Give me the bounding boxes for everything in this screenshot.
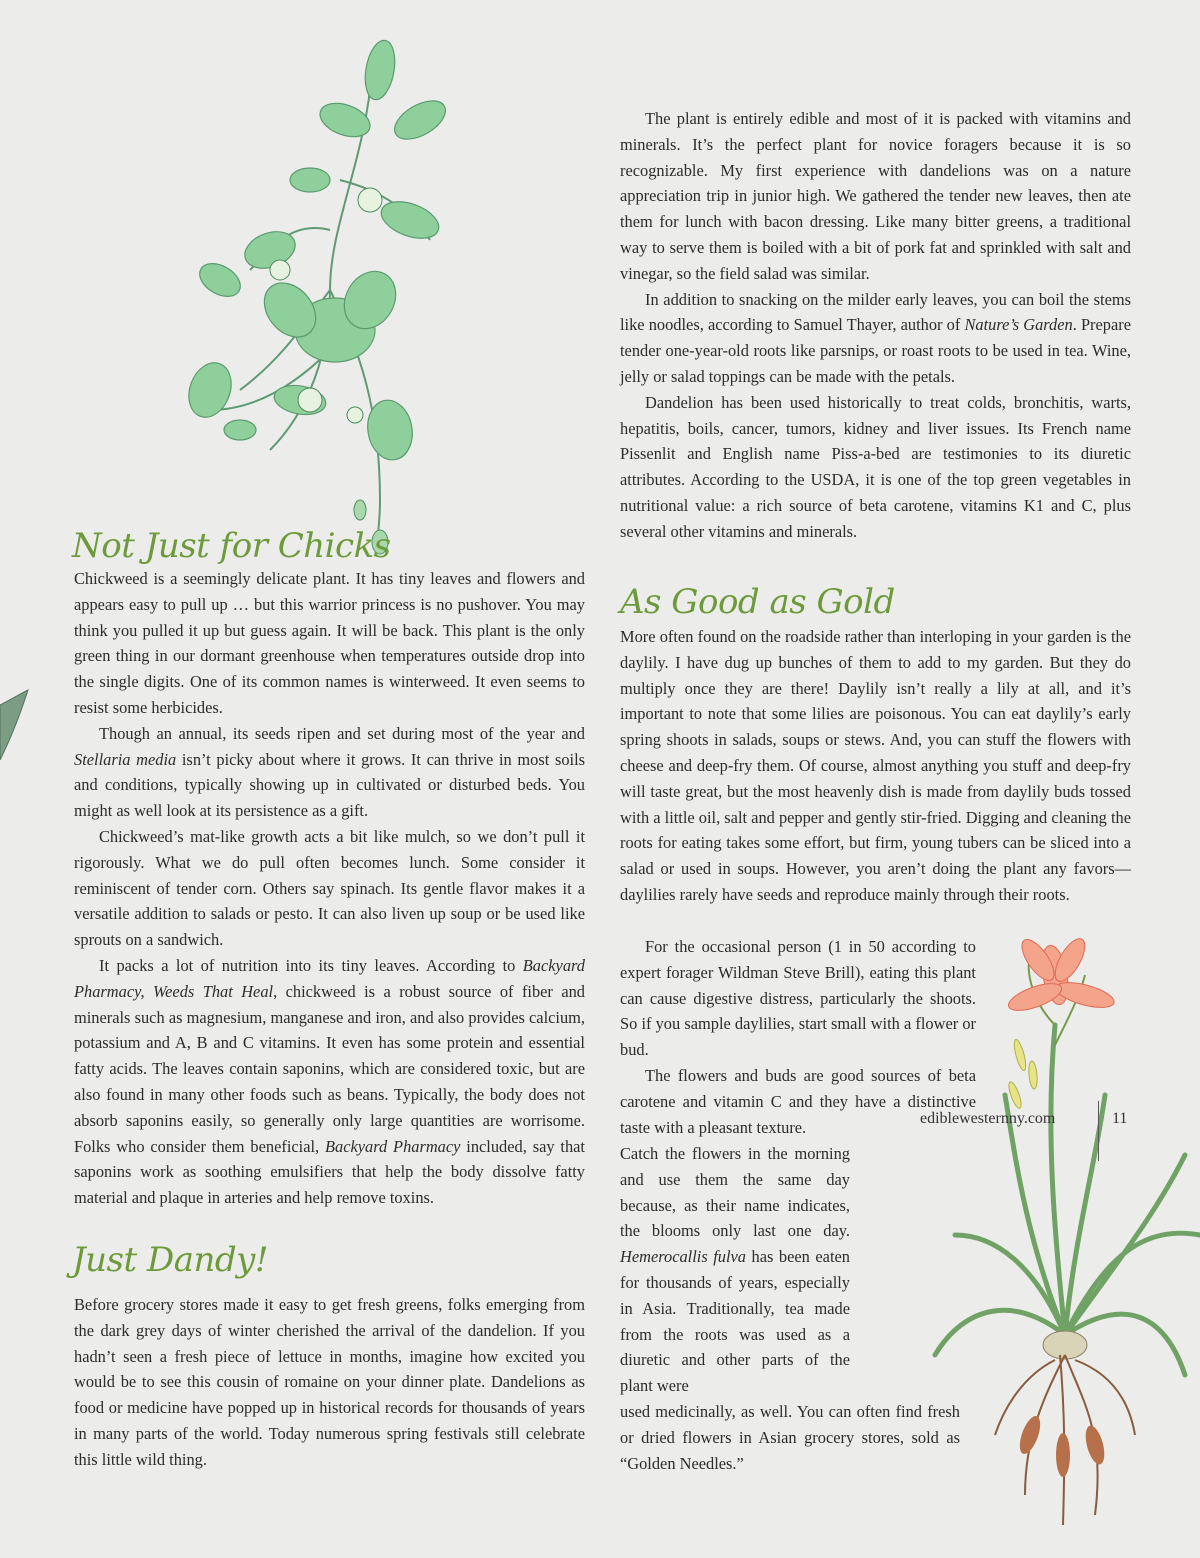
paragraph: For the occasional person (1 in 50 according to expert forager Wildman Steve Brill), eating this plant can cause digestive distress, particularly the shoots. So if you sample daylilies, start small with a flower or bud. xyxy=(620,937,976,1060)
paragraph: The flowers and buds are good sources of beta carotene and vitamin C and they have a distinctive taste with a pleasant texture. xyxy=(620,1065,976,1137)
paragraph: Chickweed is a seemingly delicate plant. It has tiny leaves and flowers and appears easy to pull up … but this warrior princess is no pushover. You may think you pulled it up but guess again. It will be back. This plant is the only green thing in our dormant greenhouse when temperatures outside drop into the single digits. One of its common names is winterweed. It even seems to resist some herbicides. xyxy=(74,569,585,717)
page-number: 11 xyxy=(1112,1110,1128,1127)
chickweed-illustration xyxy=(180,30,470,560)
paragraph: The plant is entirely edible and most of it is packed with vitamins and minerals. It’s the perfect plant for novice foragers because it is so recognizable. My first experience with dandelions was on a nature appreciation trip in junior high. We gathered the tender new leaves, then ate them for lunch with bacon dressing. Like many bitter greens, a traditional way to serve them is boiled with a bit of pork fat and sprinkled with salt and vinegar, so the field salad was similar. xyxy=(620,109,1131,283)
paragraph: In addition to snacking on the milder early leaves, you can boil the stems like noodles, according to Samuel Thayer, author of Nature’s Garden. Prepare tender one-year-old roots like parsnips, or roast roots to be used in tea. Wine, jelly or salad toppings can be made with the petals. xyxy=(620,289,1131,386)
heading-as-good-as-gold: As Good as Gold xyxy=(620,582,895,622)
left-column-text-2 xyxy=(74,1292,585,1473)
left-column-text xyxy=(74,566,585,1211)
paragraph: Catch the flowers in the morning and use them the same day because, as their name indicates, the blooms only last one day. Hemerocallis fulva has been eaten for thousands of years, especially in Asia. Traditionally, tea made from the roots was used as a diuretic and other parts of the plant were xyxy=(620,1144,850,1396)
leaf-edge-illustration xyxy=(0,685,30,765)
paragraph: Before grocery stores made it easy to get fresh greens, folks emerging from the dark grey days of winter cherished the arrival of the dandelion. If you hadn’t seen a fresh piece of lettuce in months, imagine how excited you would be to see this cousin of romaine on your dinner plate. Dandelions as food or medicine have popped up in historical records for thousands of years in many parts of the world. Today numerous spring festivals still celebrate this little wild thing. xyxy=(74,1295,585,1469)
paragraph: Chickweed’s mat-like growth acts a bit like mulch, so we don’t pull it rigorously. What we do pull often becomes lunch. Some consider it reminiscent of tender corn. Others say spinach. Its gentle flavor makes it a versatile addition to salads or pesto. It can also liven up soup or be used like sprouts on a sandwich. xyxy=(74,826,585,950)
footer-site: ediblewesternny.com xyxy=(920,1110,1056,1127)
right-column-text-2 xyxy=(620,624,1131,908)
heading-not-just-for-chicks: Not Just for Chicks xyxy=(72,526,391,566)
paragraph: Though an annual, its seeds ripen and set during most of the year and Stellaria media isn’t picky about where it grows. It can thrive in most soils and conditions, typically showing up in cultivated or disturbed beds. You might as well look at its persistence as a gift. xyxy=(74,723,585,821)
heading-just-dandy: Just Dandy! xyxy=(72,1240,269,1280)
right-column-text xyxy=(620,106,1131,545)
right-column-text-4 xyxy=(620,1141,850,1399)
paragraph: More often found on the roadside rather than interloping in your garden is the daylily. I have dug up bunches of them to add to my garden. But they do multiply once they are there! Daylily isn’t really a lily at all, and it’s important to note that some lilies are poisonous. You can eat daylily’s early spring shoots in salads, soups or stews. And, you can stuff the flowers with cheese and deep-fry them. Of course, almost anything you stuff and deep-fry will taste great, but the most heavenly dish is made from daylily buds tossed with a little oil, salt and pepper and gently stir-fried. Digging and cleaning the roots for eating takes some effort, but firm, young tubers can be sliced into a salad or used in soups. However, you aren’t doing the plant any favors—daylilies rarely have seeds and reproduce mainly through their roots. xyxy=(620,627,1131,904)
paragraph: It packs a lot of nutrition into its tiny leaves. According to Backyard Pharmacy, Weeds That Heal, chickweed is a robust source of fiber and minerals such as magnesium, manganese and iron, and also provides calcium, potassium and A, B and C vitamins. It even has some protein and essential fatty acids. The leaves contain saponins, which are considered toxic, but are also found in many other foods such as beans. Typically, the body does not absorb saponins easily, so generally only large quantities are worrisome. Folks who consider them beneficial, Backyard Pharmacy included, say that saponins work as soothing emulsifiers that help the body dissolve fatty material and plaque in arteries and help remove toxins. xyxy=(74,955,585,1208)
footer-divider xyxy=(1098,1101,1099,1161)
paragraph: used medicinally, as well. You can often find fresh or dried flowers in Asian grocery stores, sold as “Golden Needles.” xyxy=(620,1402,960,1473)
right-column-text-5 xyxy=(620,1399,960,1476)
paragraph: Dandelion has been used historically to treat colds, bronchitis, warts, hepatitis, boils, cancer, tumors, kidney and liver issues. Its French name Pissenlit and English name Piss-a-bed are testimonies to its diuretic attributes. According to the USDA, it is one of the top green vegetables in nutritional value: a rich source of beta carotene, vitamins K1 and C, plus several other vitamins and minerals. xyxy=(620,392,1131,541)
